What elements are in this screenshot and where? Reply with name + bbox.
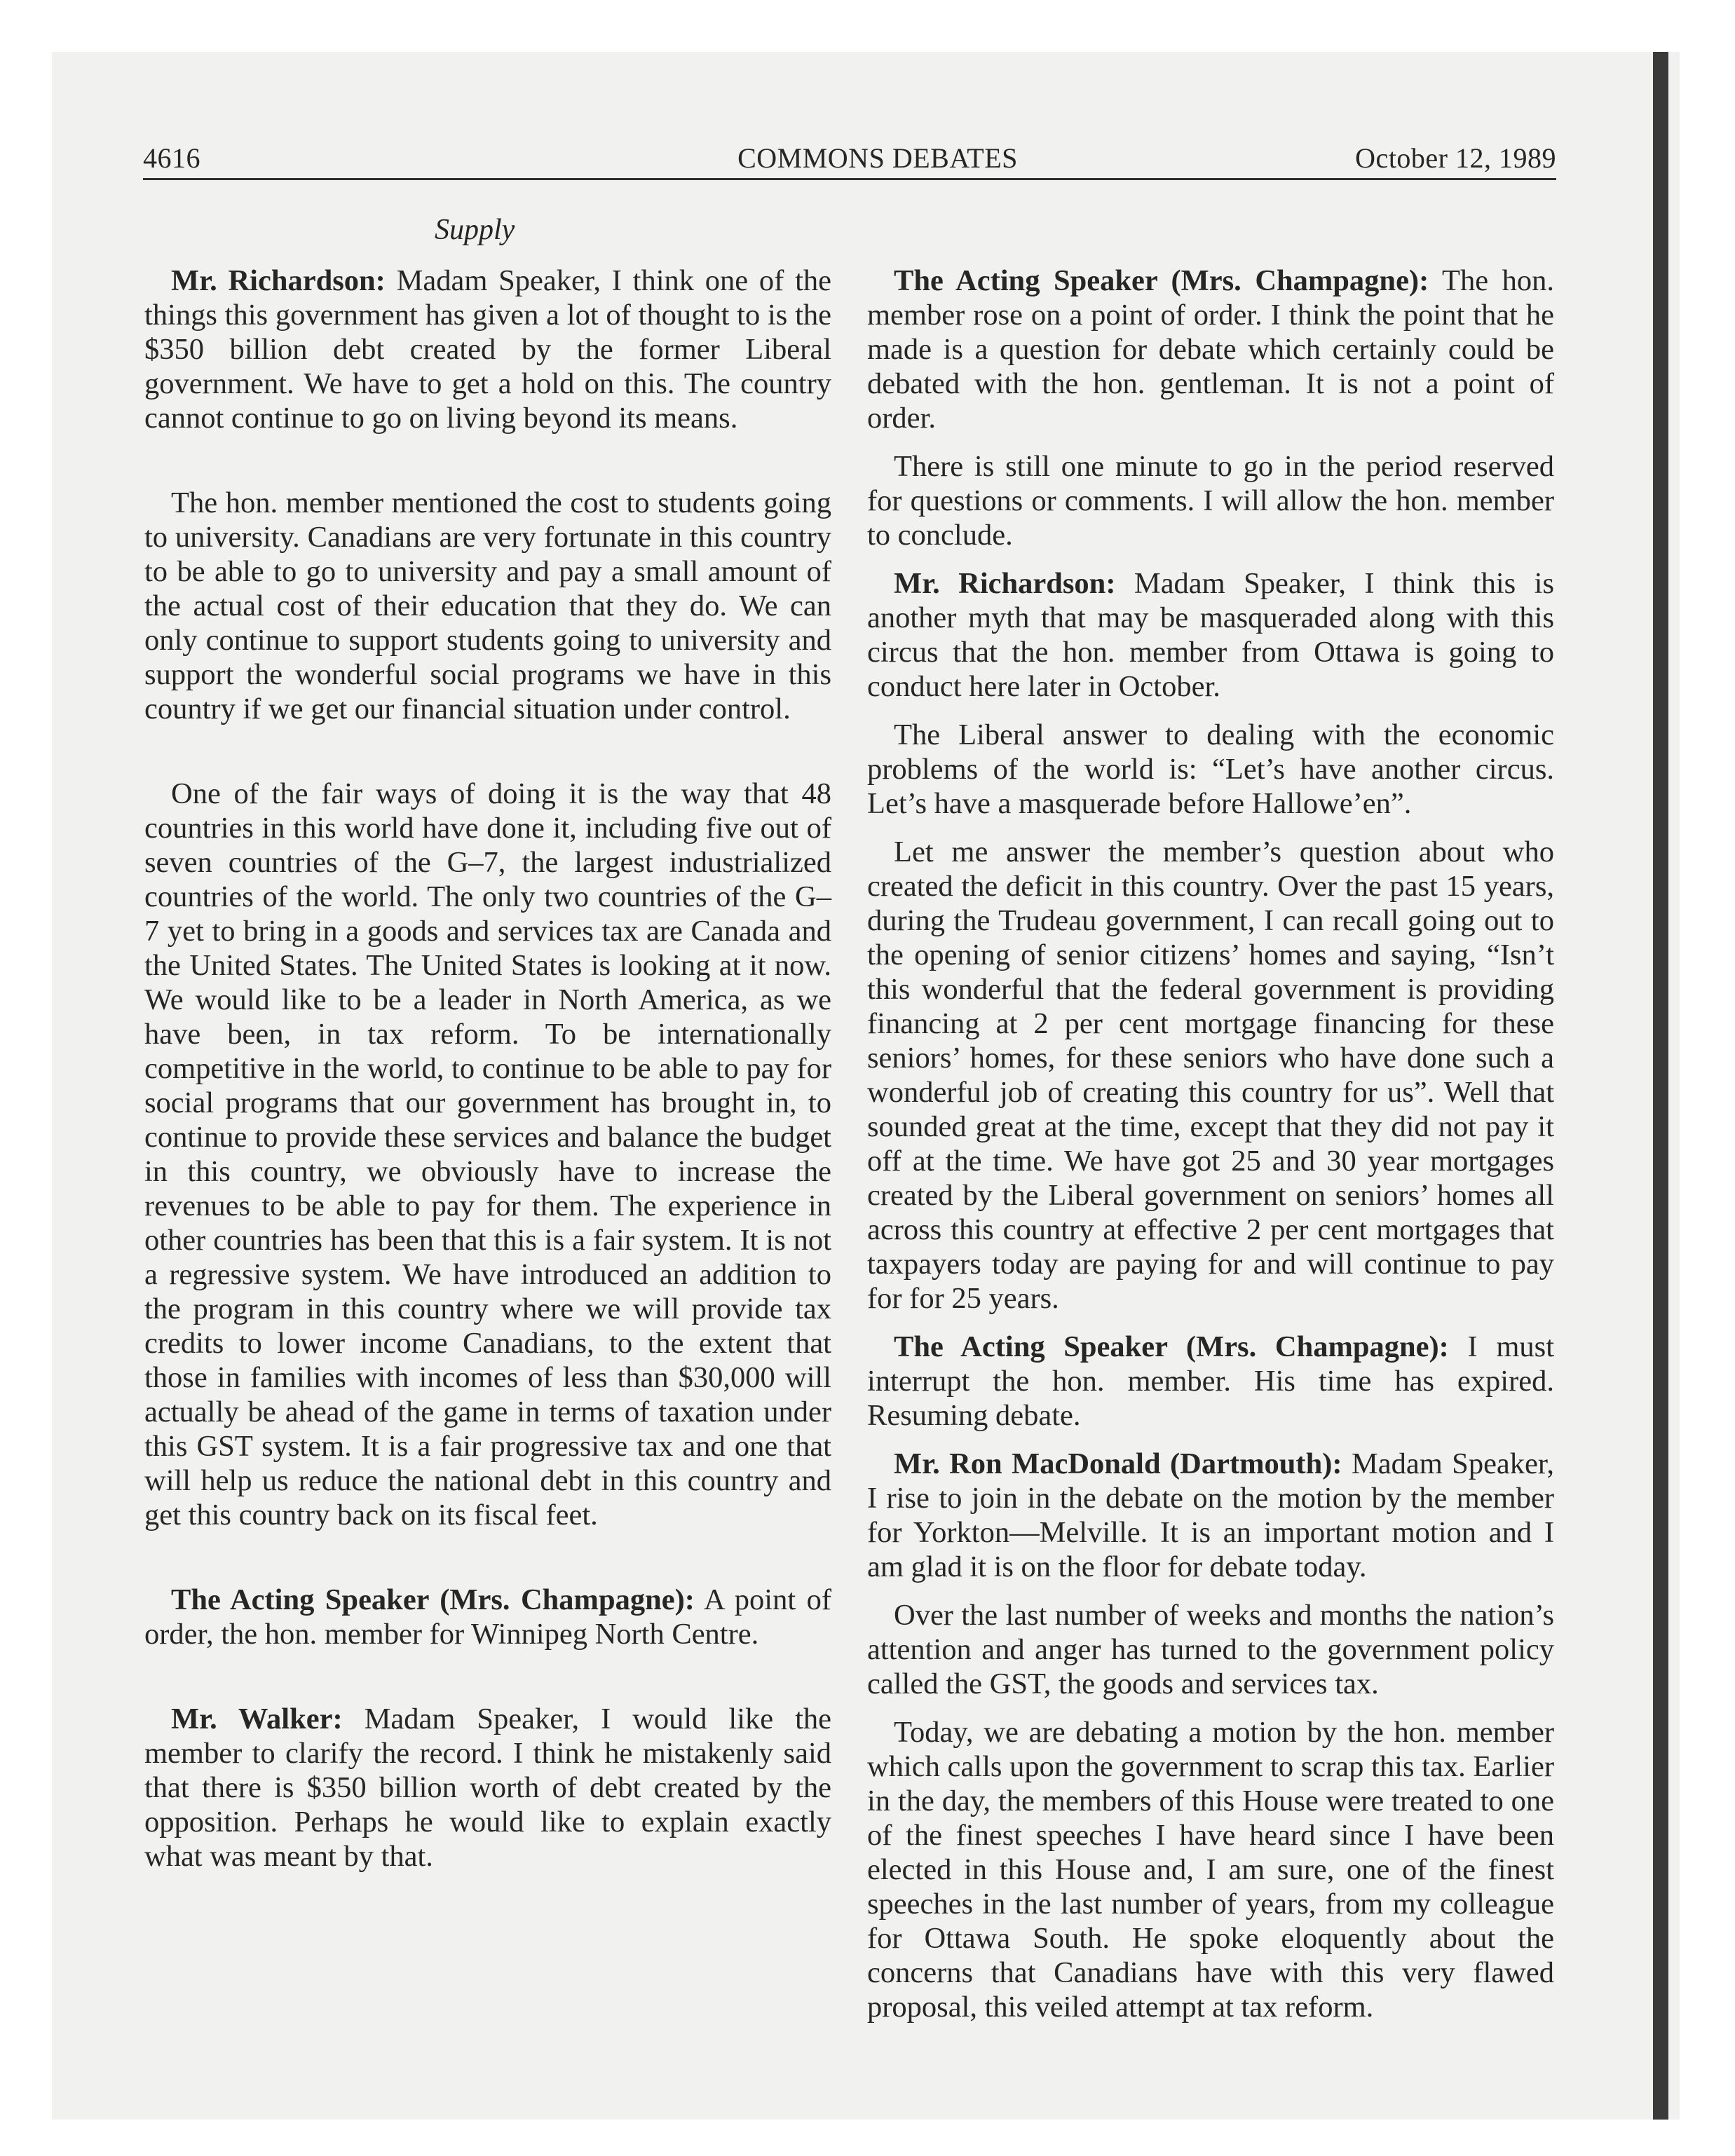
paragraph <box>867 264 1554 435</box>
speech-text: Over the last number of weeks and months the nation’s attention and anger has turned to the government policy called the GST, the goods and services tax. <box>867 1599 1554 1700</box>
paragraph <box>867 718 1554 821</box>
speech-text: There is still one minute to go in the period reserved for questions or comments. I will allow the hon. member to conclude. <box>867 450 1554 552</box>
speaker-name: Mr. Richardson: <box>171 264 386 297</box>
speaker-name: Mr. Walker: <box>171 1703 343 1735</box>
paragraph <box>867 1715 1554 2024</box>
speech-text: Today, we are debating a motion by the hon. member which calls upon the government to scrap this tax. Earlier in the day, the members of this House were treated to one of the finest speeches I have heard since I have been elected in this House and, I am sure, one of the finest speeches in the last number of years, from my colleague for Ottawa South. He spoke eloquently about the concerns that Canadians have with this very flawed proposal, this veiled attempt at tax reform. <box>867 1716 1554 2024</box>
binding-edge <box>1653 52 1668 2120</box>
speech-text: A point of order, the hon. member for Winnipeg North Centre. <box>144 1583 831 1651</box>
speaker-name: The Acting Speaker (Mrs. Champagne): <box>171 1583 695 1616</box>
speaker-name: Mr. Ron MacDonald (Dartmouth): <box>894 1447 1342 1480</box>
paragraph <box>144 1702 831 1874</box>
speaker-name: Mr. Richardson: <box>894 567 1116 600</box>
header-rule <box>143 178 1556 180</box>
section-title: Supply <box>435 214 515 246</box>
speech-text: I must interrupt the hon. member. His time has expired. Resuming debate. <box>867 1330 1554 1432</box>
speech-text: Let me answer the member’s question about who created the deficit in this country. Over the past 15 years, during the Trudeau government, I can recall going out to the opening of senior citizens’ homes and saying, “Isn’t this wonderful that the federal government is providing financing at 2 per cent mortgage financing for these seniors’ homes, for these seniors who have done such a wonderful job of creating this country for us”. Well that sounded great at the time, except that they did not pay it off at the time. We have got 25 and 30 year mortgages created by the Liberal government on seniors’ homes all across this country at effective 2 per cent mortgages that taxpayers today are paying for and will continue to pay for for 25 years. <box>867 835 1554 1315</box>
speech-text: Madam Speaker, I think one of the things this government has given a lot of thought to is the $350 billion debt created by the former Liberal government. We have to get a hold on this. The country cannot continue to go on living beyond its means. <box>144 264 831 435</box>
paragraph <box>867 566 1554 704</box>
speech-text: The Liberal answer to dealing with the economic problems of the world is: “Let’s have another circus. Let’s have a masquerade before Hallowe’en”. <box>867 718 1554 820</box>
paragraph <box>867 835 1554 1316</box>
paragraph <box>144 486 831 726</box>
speech-text: Madam Speaker, I think this is another myth that may be masqueraded along with this circus that the hon. member from Ottawa is going to conduct here later in October. <box>867 567 1554 703</box>
paragraph <box>144 777 831 1532</box>
speech-text: One of the fair ways of doing it is the way that 48 countries in this world have done it, including five out of seven countries of the G–7, the largest industrialized countries of the world. The only two countries of the G–7 yet to bring in a goods and services tax are Canada and the United States. The United States is looking at it now. We would like to be a leader in North America, as we have been, in tax reform. To be internationally competitive in the world, to continue to be able to pay for social programs that our government has brought in, to continue to provide these services and balance the budget in this country, we obviously have to increase the revenues to be able to pay for them. The experience in other countries has been that this is a fair system. It is not a regressive system. We have introduced an addition to the program in this country where we will provide tax credits to lower income Canadians, to the extent that those in families with incomes of less than $30,000 will actually be ahead of the game in terms of taxation under this GST system. It is a fair progressive tax and one that will help us reduce the national debt in this country and get this country back on its fiscal feet. <box>144 777 831 1531</box>
paragraph <box>867 1598 1554 1701</box>
speech-text: Madam Speaker, I would like the member to clarify the record. I think he mistakenly said that there is $350 billion worth of debt created by the opposition. Perhaps he would like to explain exactly what was meant by that. <box>144 1703 831 1873</box>
paragraph <box>144 264 831 435</box>
paragraph <box>867 1330 1554 1433</box>
paragraph <box>867 1447 1554 1584</box>
speech-text: The hon. member mentioned the cost to students going to university. Canadians are very fortunate in this country to be able to go to university and pay a small amount of the actual cost of their education that they do. We can only continue to support students going to university and support the wonderful social programs we have in this country if we get our financial situation under control. <box>144 486 831 725</box>
speaker-name: The Acting Speaker (Mrs. Champagne): <box>894 264 1429 297</box>
paragraph <box>867 449 1554 552</box>
speech-text: The hon. member rose on a point of order. I think the point that he made is a question for debate which certainly could be debated with the hon. gentleman. It is not a point of order. <box>867 264 1554 435</box>
speech-text: Madam Speaker, I rise to join in the debate on the motion by the member for Yorkton—Melville. It is an important motion and I am glad it is on the floor for debate today. <box>867 1447 1554 1583</box>
speaker-name: The Acting Speaker (Mrs. Champagne): <box>894 1330 1449 1363</box>
page-number: 4616 <box>143 142 200 174</box>
left-column <box>144 264 831 1888</box>
paragraph <box>144 1583 831 1651</box>
publication-title: COMMONS DEBATES <box>737 142 1018 174</box>
page-date: October 12, 1989 <box>1355 142 1556 174</box>
right-column <box>867 264 1554 2038</box>
